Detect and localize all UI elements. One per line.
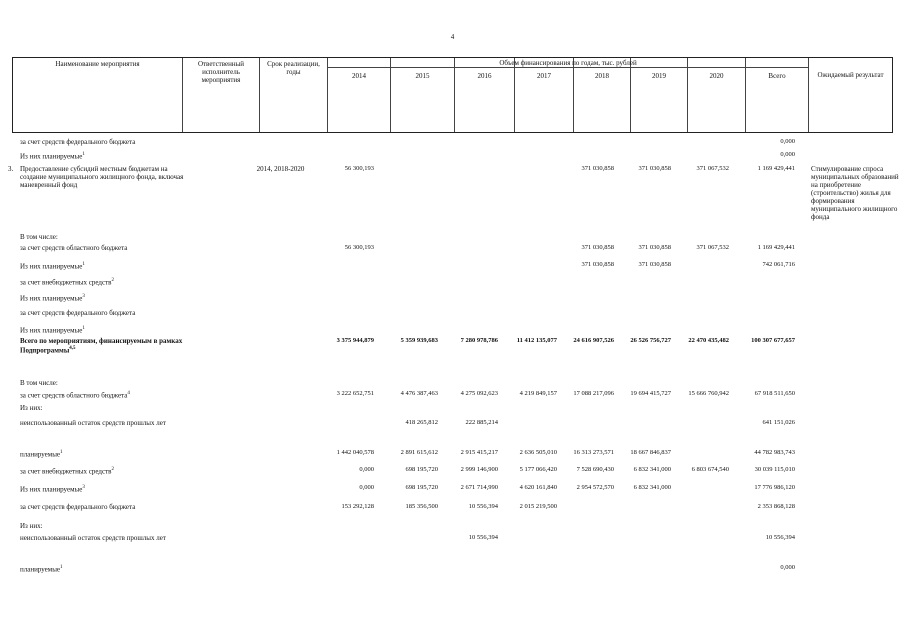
header-year-2016: 2016 — [477, 72, 492, 80]
row-label: Из них: — [20, 404, 43, 412]
cell-value: 371 030,858 — [638, 261, 671, 268]
cell-value: 0,000 — [780, 564, 795, 571]
row-period: 2014, 2018-2020 — [256, 165, 305, 173]
row-label: В том числе: — [20, 233, 58, 241]
cell-value: 698 195,720 — [405, 466, 438, 473]
cell-value: 67 918 511,650 — [754, 390, 795, 397]
cell-value: 11 412 135,077 — [516, 337, 557, 344]
cell-value: 7 280 978,786 — [460, 337, 498, 344]
row-label: Предоставление субсидий местным бюджетам на создание муниципального жилищного фонда, включая маневренный фонд — [20, 165, 184, 189]
cell-value: 3 375 944,879 — [336, 337, 374, 344]
cell-value: 371 030,858 — [581, 165, 614, 172]
cell-value: 222 885,214 — [465, 419, 498, 426]
row-label: неиспользованный остаток средств прошлых лет — [20, 419, 166, 427]
cell-value: 2 891 615,612 — [400, 449, 438, 456]
row-label: Из них: — [20, 522, 43, 530]
cell-value: 5 359 939,683 — [400, 337, 438, 344]
header-year-2019: 2019 — [652, 72, 666, 80]
cell-value: 6 832 341,000 — [633, 484, 671, 491]
row-label: за счет внебюджетных средств$^2$ — [20, 278, 114, 287]
cell-value: 17 776 986,120 — [754, 484, 795, 491]
cell-value: 0,000 — [359, 484, 374, 491]
cell-value: 19 694 415,727 — [630, 390, 671, 397]
cell-value: 17 088 217,096 — [573, 390, 614, 397]
header-year-2014: 2014 — [352, 72, 366, 80]
cell-value: 2 671 714,990 — [460, 484, 498, 491]
cell-value: 1 442 040,578 — [336, 449, 374, 456]
row-label: Из них планируемые$^3$ — [20, 485, 85, 494]
header-total: Всего — [768, 72, 786, 80]
row-label: планируемые$^1$ — [20, 450, 63, 459]
cell-value: 24 616 907,526 — [573, 337, 614, 344]
cell-value: 2 015 219,500 — [519, 503, 557, 510]
row-label: В том числе: — [20, 379, 58, 387]
cell-value: 4 219 849,157 — [519, 390, 557, 397]
cell-value: 4 620 161,840 — [519, 484, 557, 491]
cell-value: 15 666 760,942 — [688, 390, 729, 397]
row-label: планируемые$^1$ — [20, 565, 63, 574]
cell-value: 0,000 — [780, 138, 795, 145]
cell-value: 0,000 — [780, 151, 795, 158]
cell-value: 44 782 983,743 — [754, 449, 795, 456]
cell-value: 10 556,394 — [468, 534, 498, 541]
cell-value: 56 300,193 — [344, 244, 374, 251]
page-number: 4 — [450, 33, 455, 41]
cell-value: 641 151,026 — [762, 419, 795, 426]
cell-value: 3 222 652,751 — [336, 390, 374, 397]
cell-value: 371 030,858 — [638, 165, 671, 172]
cell-value: 10 556,394 — [765, 534, 795, 541]
header-period: Срок реализации, годы — [267, 60, 320, 76]
cell-value: 418 265,812 — [405, 419, 438, 426]
cell-value: 5 177 066,420 — [519, 466, 557, 473]
cell-value: 153 292,128 — [341, 503, 374, 510]
row-label: Всего по мероприятиям, финансируемым в рамках Подпрограммы$^{4,5}$ — [20, 337, 183, 355]
row-label: Из них планируемые$^1$ — [20, 152, 85, 161]
row-result: Стимулирование спроса муниципальных образований на приобретение (строительство) жилья для формирования муниципального жилищного фонда — [811, 165, 899, 221]
header-result: Ожидаемый результат — [817, 71, 884, 79]
cell-value: 4 476 387,463 — [400, 390, 438, 397]
header-year-2015: 2015 — [415, 72, 430, 80]
cell-value: 6 832 341,000 — [633, 466, 671, 473]
cell-value: 371 030,858 — [581, 244, 614, 251]
cell-value: 742 061,716 — [762, 261, 795, 268]
cell-value: 100 307 677,657 — [751, 337, 795, 344]
cell-value: 1 169 429,441 — [757, 165, 795, 172]
row-label: за счет средств федерального бюджета — [20, 503, 136, 511]
cell-value: 6 803 674,540 — [691, 466, 729, 473]
cell-value: 371 030,858 — [638, 244, 671, 251]
header-year-2018: 2018 — [595, 72, 609, 80]
cell-value: 0,000 — [359, 466, 374, 473]
row-label: Из них планируемые$^3$ — [20, 294, 85, 303]
cell-value: 18 667 846,837 — [630, 449, 671, 456]
header-executor: Ответственный исполнитель мероприятия — [197, 60, 245, 84]
table-header — [12, 57, 893, 133]
cell-value: 10 556,394 — [468, 503, 498, 510]
header-name: Наименование мероприятия — [55, 60, 140, 68]
cell-value: 698 195,720 — [405, 484, 438, 491]
row-label: за счет внебюджетных средств$^2$ — [20, 467, 114, 476]
row-label: Из них планируемые$^1$ — [20, 326, 85, 335]
row-label: за счет средств областного бюджета — [20, 244, 128, 252]
row-label: за счет средств федерального бюджета — [20, 138, 136, 146]
row-number: 3. — [8, 165, 14, 173]
cell-value: 16 313 273,571 — [573, 449, 614, 456]
row-label: за счет средств областного бюджета$^4$ — [20, 391, 130, 400]
cell-value: 26 526 756,727 — [630, 337, 671, 344]
cell-value: 2 636 505,010 — [519, 449, 557, 456]
header-year-2017: 2017 — [537, 72, 551, 80]
cell-value: 371 030,858 — [581, 261, 614, 268]
cell-value: 2 999 146,900 — [460, 466, 498, 473]
cell-value: 185 356,500 — [405, 503, 438, 510]
cell-value: 2 954 572,570 — [576, 484, 614, 491]
row-label: за счет средств федерального бюджета — [20, 309, 136, 317]
cell-value: 371 067,532 — [696, 244, 729, 251]
cell-value: 4 275 092,623 — [460, 390, 498, 397]
row-label: Из них планируемые$^1$ — [20, 262, 85, 271]
row-label: неиспользованный остаток средств прошлых лет — [20, 534, 166, 542]
cell-value: 1 169 429,441 — [757, 244, 795, 251]
cell-value: 2 353 868,128 — [757, 503, 795, 510]
cell-value: 56 300,193 — [344, 165, 374, 172]
cell-value: 7 528 690,430 — [576, 466, 614, 473]
cell-value: 371 067,532 — [696, 165, 729, 172]
header-funding: Объем финансирования по годам, тыс. рублей — [499, 59, 637, 67]
cell-value: 22 470 435,482 — [688, 337, 729, 344]
cell-value: 30 039 115,010 — [754, 466, 795, 473]
header-year-2020: 2020 — [709, 72, 724, 80]
cell-value: 2 915 415,217 — [460, 449, 498, 456]
